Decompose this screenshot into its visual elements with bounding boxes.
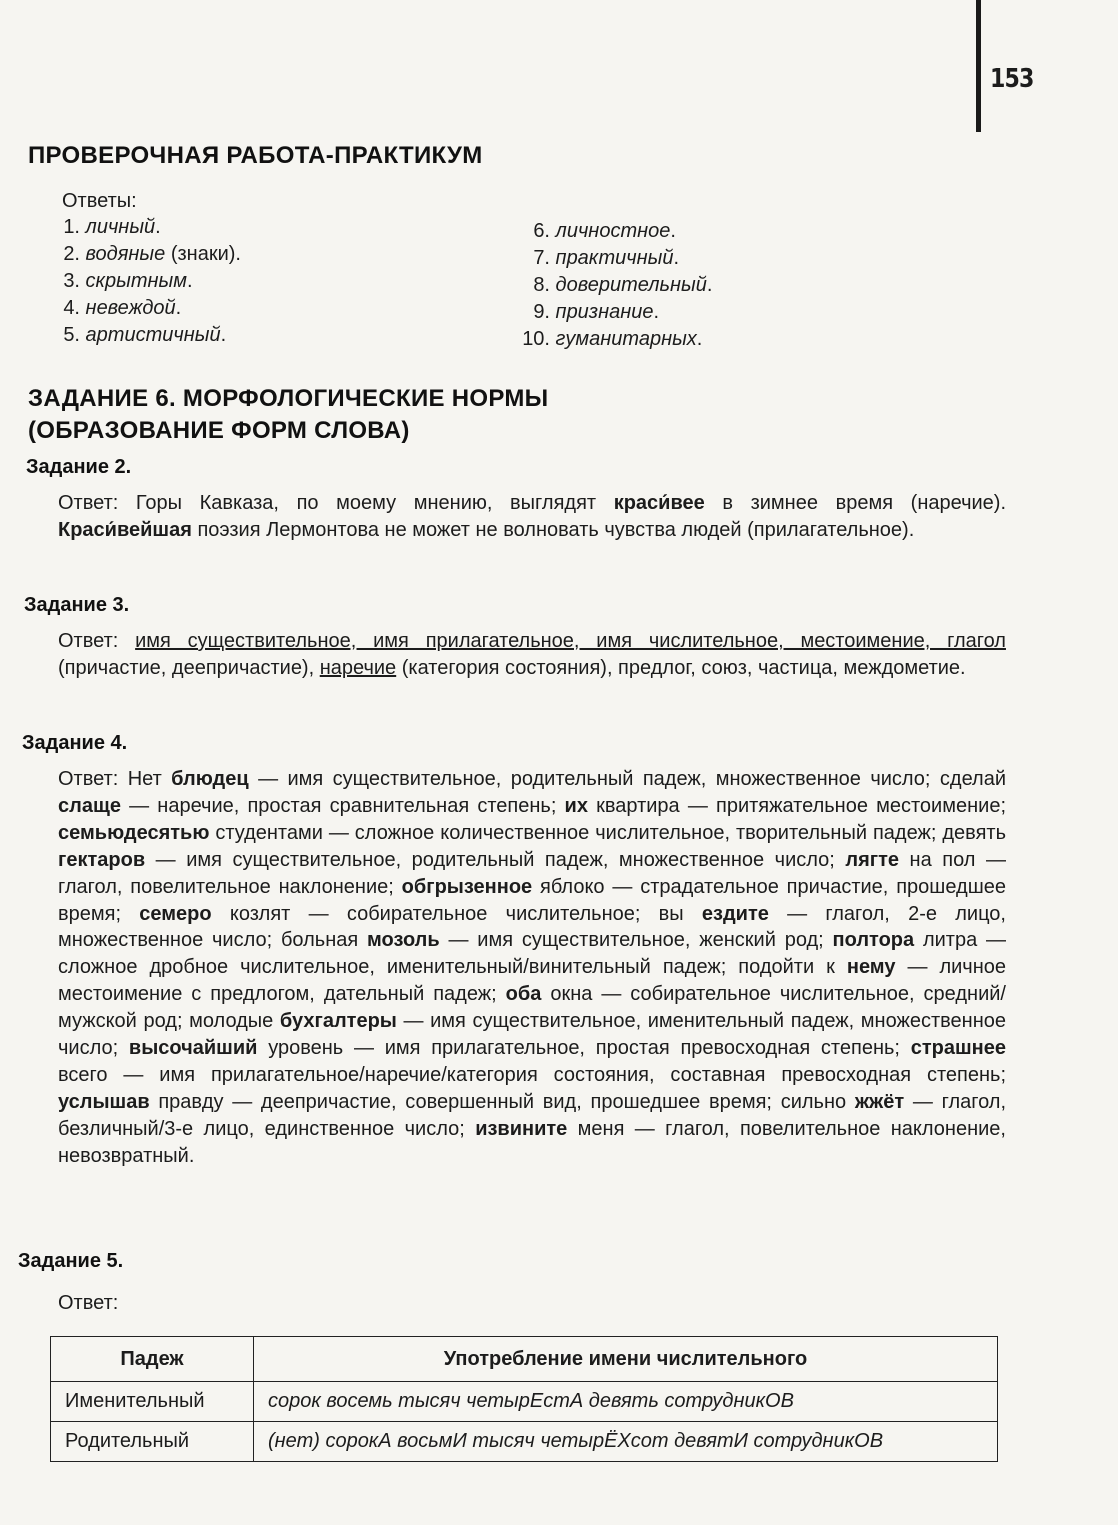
answer-extra: . [186,270,193,292]
bold-term: бухгалтеры [279,1010,397,1033]
task3-title: Задание 3. [24,594,130,616]
task5-title: Задание 5. [18,1250,124,1272]
answer-extra: . [220,324,227,346]
table-header-row [51,1337,998,1382]
task3-answer [58,628,1006,682]
bold-term: семеро [139,902,212,925]
text-run: студентами — сложное количественное числительное, творительный падеж; девять [209,821,1006,844]
text-run: литра — сложное дробное числительное, именительный/винительный падеж; подойти к [58,929,1006,979]
text-run: поэзия Лермонтова не может не волновать чувства людей (прилагательное). [191,518,915,541]
answer-item [62,214,241,241]
text-run: — имя существительное, женский род; [439,929,833,952]
answer-word: водяные [80,243,166,265]
text-run: всего — имя прилагательное/наречие/категория состояния, составная превосходная степень; [58,1063,1006,1086]
task2-title: Задание 2. [26,456,132,478]
text-run: Ответ: Горы Кавказа, по моему мнению, выглядят [58,492,614,514]
table-row [51,1422,998,1462]
answer-extra: . [175,297,182,319]
text-run: в зимнее время (наречие). [704,492,1006,514]
task4-title: Задание 4. [22,732,128,754]
page-edge-bar [976,0,981,132]
answer-item [516,326,712,353]
answer-number: 6. [533,220,550,242]
bold-term: полтора [832,929,915,952]
answers-list-right [516,218,712,353]
text-run: окна — собирательное числительное, средний/мужской род; молодые [58,983,1006,1033]
bold-term: оба [505,983,542,1006]
bold-term: слаще [58,794,121,817]
text-run: — имя существительное, именительный падеж, множественное число; [58,1010,1006,1060]
answer-word: скрытным [80,270,187,292]
bold-term: жжёт [854,1090,905,1113]
answer-extra: . [155,216,161,238]
bold-term: извините [475,1117,568,1140]
answer-number: 7. [533,247,550,269]
answer-extra: (знаки). [165,243,241,265]
text-run: козлят — собирательное числительное; вы [211,902,702,925]
bold-term: услышав [58,1090,150,1113]
answer-number: 1. [63,216,80,238]
answer-word: признание [550,301,654,323]
bold-term: блюдец [171,768,249,790]
answer-number: 8. [533,274,550,296]
text-run: яблоко — страдательное причастие, прошедшее время; [58,875,1006,925]
text-run: (причастие, деепричастие), [58,656,320,679]
text-run: — глагол, безличный/3-е лицо, единственное число; [58,1090,1007,1140]
answer-item [62,322,241,349]
answer-number: 5. [63,324,80,346]
task4-answer [58,766,1006,1170]
text-run: квартира — притяжательное местоимение; [587,794,1006,817]
text-run: на пол — глагол, повелительное наклонение; [58,848,1006,898]
bold-term: ездите [701,902,769,925]
text-run: — личное местоимение с предлогом, дательный падеж; [58,956,1006,1006]
text-run: Ответ: Нет [58,768,172,790]
answer-word: невеждой [80,297,176,319]
bold-term: семьюдесятью [58,821,210,844]
answer-extra: . [696,328,703,350]
bold-term: высочайший [128,1037,258,1060]
answer-word: артистичный [80,324,221,346]
answers-list-left [62,214,241,349]
text-run: Ответ: [58,630,136,652]
row-case: Именительный [51,1382,254,1422]
answer-word: практичный [550,247,674,269]
text-run: — имя существительное, родительный падеж, множественное число; [145,848,846,871]
answer-item [62,241,241,268]
bold-term: лягте [845,848,900,871]
text-run: — имя существительное, родительный падеж, множественное число; сделай [248,768,1006,790]
bold-term: краси́вее [613,492,705,514]
bold-term: обгрызенное [401,875,533,898]
bold-term: их [564,794,588,817]
text-run: уровень — имя прилагательное, простая превосходная степень; [257,1037,911,1060]
answer-item [516,218,712,245]
answer-number: 2. [63,243,80,265]
answer-number: 10. [522,328,550,350]
task2-answer [58,490,1006,544]
text-run: (категория состояния), предлог, союз, частица, междометие. [396,656,966,679]
row-usage: сорок восемь тысяч четырЕстА девять сотрудникОВ [254,1382,998,1422]
answer-item [516,272,712,299]
answer-extra: . [706,274,713,296]
row-usage: (нет) сорокА восьмИ тысяч четырЁХсот девятИ сотрудникОВ [254,1422,998,1462]
answer-word: личностное [550,220,671,242]
bold-term: гектаров [58,848,146,871]
answer-word: личный [80,216,156,238]
answer-number: 4. [63,297,80,319]
section-title-task6-line1: ЗАДАНИЕ 6. МОРФОЛОГИЧЕСКИЕ НОРМЫ [28,385,549,412]
answers-label: Ответы: [62,190,137,212]
section-title-task6-line2: (ОБРАЗОВАНИЕ ФОРМ СЛОВА) [28,417,410,444]
bold-term: Краси́вейшая [58,518,192,541]
text-run: — глагол, 2-е лицо, множественное число; больная [58,902,1006,952]
answer-number: 3. [63,270,80,292]
table-row [51,1382,998,1422]
answer-number: 9. [533,301,550,323]
answer-word: доверительный [550,274,707,296]
bold-term: нему [846,956,896,979]
answer-item [516,245,712,272]
text-run: меня — глагол, повелительное наклонение, невозвратный. [58,1117,1006,1167]
answer-item [62,268,241,295]
answer-extra: . [670,220,676,242]
text-run: правду — деепричастие, совершенный вид, прошедшее время; сильно [149,1090,855,1113]
answer-extra: . [673,247,680,269]
answer-extra: . [653,301,660,323]
header-usage: Употребление имени числительного [254,1337,998,1382]
task5-answer-label: Ответ: [58,1292,119,1314]
bold-term: мозоль [367,929,440,952]
answer-item [62,295,241,322]
row-case: Родительный [51,1422,254,1462]
page-number: 153 [990,64,1034,94]
answer-item [516,299,712,326]
answer-word: гуманитарных [550,328,697,350]
cases-table [50,1336,998,1462]
header-case: Падеж [51,1337,254,1382]
underlined-term: наречие [319,656,397,679]
section-title-practicum: ПРОВЕРОЧНАЯ РАБОТА-ПРАКТИКУМ [28,142,483,169]
bold-term: страшнее [910,1037,1006,1060]
text-run: — наречие, простая сравнительная степень; [120,794,565,817]
underlined-term: имя существительное, имя прилагательное, имя числительное, местоимение, глагол [135,630,1006,652]
